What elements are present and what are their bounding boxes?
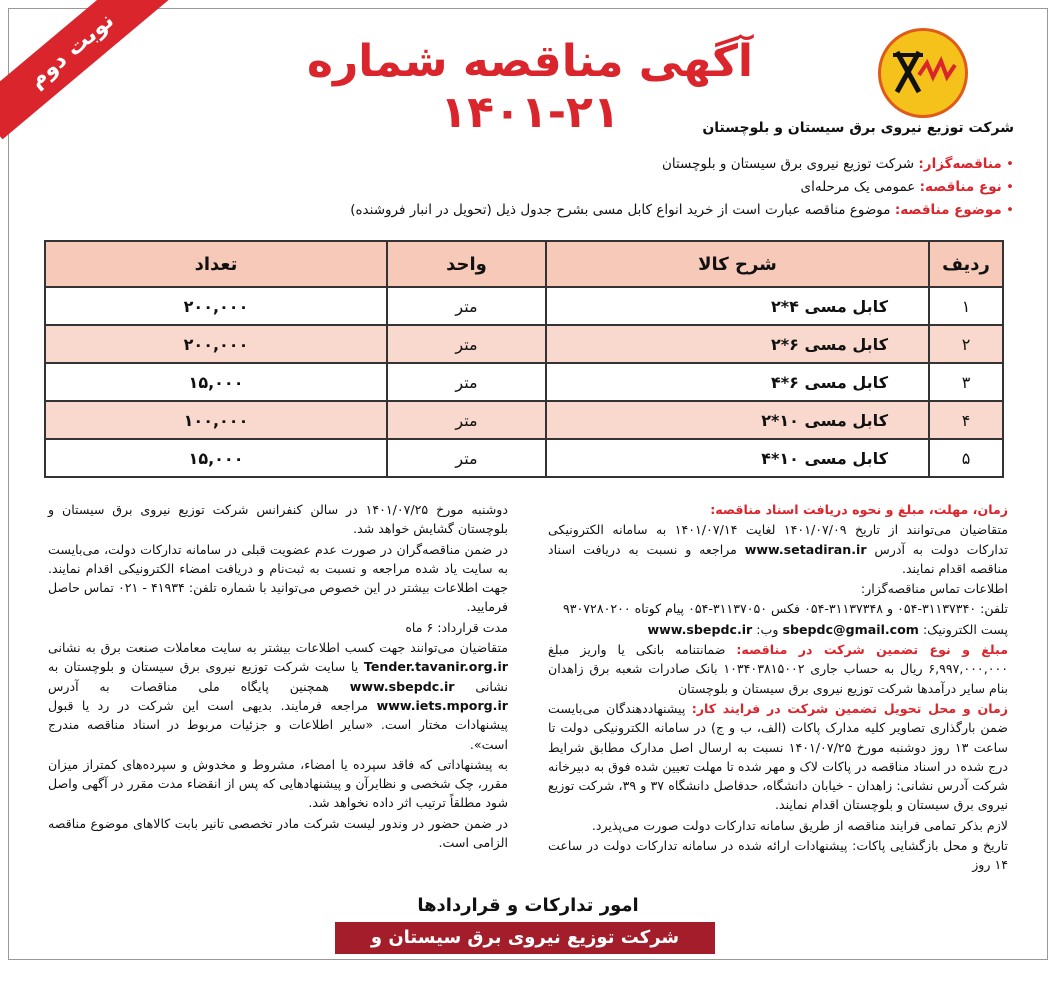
contract-duration: مدت قرارداد: ۶ ماه [405, 619, 508, 635]
table-header-row [45, 241, 1003, 287]
email-label: پست الکترونیک: [922, 621, 1008, 637]
cell-idx: ۴ [929, 401, 1003, 439]
cell-idx: ۳ [929, 363, 1003, 401]
cell-desc: کابل مسی ۱۰*۴ [546, 439, 929, 477]
company-logo-icon [878, 28, 968, 118]
guarantee-text: ضمانتنامه بانکی یا واریز مبلغ ۶,۹۹۷,۰۰۰,۰۰۰ ریال به حساب جاری ۱۰۳۴۰۳۸۱۵۰۰۲ بانک صادرات شعبه برق زاهدان بنام سایر درآمدها شرکت توزیع نیروی برق سیستان و بلوچستان [548, 642, 1008, 696]
section-heading-guarantee: مبلغ و نوع تضمین شرکت در مناقصه: [736, 642, 1008, 658]
bullet-key: نوع مناقصه: [919, 179, 1002, 195]
info-text-3: همچنین پایگاه ملی مناقصات به آدرس [48, 678, 329, 694]
bullet-value: عمومی یک مرحله‌ای [800, 179, 916, 195]
registration-text: در ضمن مناقصه‌گران در صورت عدم عضویت قبلی در سامانه تدارکات دولت، می‌بایست به سایت یاد شده مراجعه و نسبت به ثبت‌نام و دریافت امضاء الکترونیکی اقدام نمایند. جهت اطلاعات بیشتر در این خصوص می‌توانید با شماره تلفن: ۴۱۹۳۴ - ۰۲۱ تماس حاصل فرمایید. [48, 541, 508, 615]
opening-text-cont: دوشنبه مورخ ۱۴۰۱/۰۷/۲۵ در سالن کنفرانس شرکت توزیع نیروی برق سیستان و بلوچستان گشایش خواهد شد. [48, 502, 508, 537]
table-row [45, 401, 1003, 439]
notice-title: آگهی مناقصه شماره ۲۱-۱۴۰۱ [306, 36, 754, 138]
cell-desc: کابل مسی ۶*۲ [546, 325, 929, 363]
header-idx: ردیف [929, 241, 1003, 287]
process-note: لازم بذکر تمامی فرایند مناقصه از طریق سامانه تدارکات دولت صورت می‌پذیرد. [591, 817, 1008, 833]
header-unit: واحد [387, 241, 546, 287]
cell-desc: کابل مسی ۴*۲ [546, 287, 929, 325]
bullet-value: موضوع مناقصه عبارت است از خرید انواع کابل مسی بشرح جدول ذیل (تحویل در انبار فروشنده) [350, 202, 891, 218]
bullet-key: موضوع مناقصه: [894, 202, 1002, 218]
section-heading-documents: زمان، مهلت، مبلغ و نحوه دریافت اسناد مناقصه: [710, 502, 1008, 517]
bullet-subject [54, 202, 1014, 218]
bullet-type [54, 179, 1014, 195]
cell-unit: متر [387, 439, 546, 477]
info-text-4: مراجعه فرمایند. بدیهی است این شرکت در رد یا قبول پیشنهادات مختار است. «سایر اطلاعات و جزئیات مربوط در اسناد مناقصه مندرج است». [48, 697, 508, 752]
cell-qty: ۲۰۰,۰۰۰ [45, 287, 387, 325]
documents-text: متقاضیان می‌توانند از تاریخ ۱۴۰۱/۰۷/۰۹ لغایت ۱۴۰۱/۰۷/۱۴ به سامانه الکترونیکی تدارکات دولت به آدرس [548, 522, 1008, 557]
company-name: شرکت توزیع نیروی برق سیستان و بلوچستان [702, 120, 1014, 136]
footer-department: امور تدارکات و قراردادها [417, 895, 639, 916]
notice-summary [54, 156, 1014, 225]
table-row [45, 325, 1003, 363]
email-link[interactable]: sbepdc@gmail.com [782, 621, 919, 637]
info-text-2: یا سایت شرکت توزیع نیروی برق سیستان و بلوچستان به نشانی [48, 659, 508, 694]
cell-unit: متر [387, 401, 546, 439]
vendor-list-text: در ضمن حضور در وندور لیست شرکت مادر تخصصی تانیر بابت کالاهای موضوع مناقصه الزامی است. [48, 815, 508, 851]
rejection-text: به پیشنهاداتی که فاقد سپرده یا امضاء، مشروط و مخدوش و سپرده‌های کمتراز میزان مقرر، چک شخصی و نظایرآن و پیشنهادهایی که پس از انقضاء مدت مقرر در آگهی واصل شود مطلقاً ترتیب اثر داده نخواهد شد. [48, 756, 508, 811]
cell-idx: ۱ [929, 287, 1003, 325]
cell-desc: کابل مسی ۶*۴ [546, 363, 929, 401]
tender-tavanir-link[interactable]: Tender.tavanir.org.ir [363, 659, 508, 675]
footer-company-bar: شرکت توزیع نیروی برق سیستان و بلوچستان [335, 922, 715, 954]
contact-phones: تلفن: ۳۱۱۳۷۳۴۰-۰۵۴ و ۳۱۱۳۷۳۴۸-۰۵۴ فکس ۳۱۱۳۷۰۵۰-۰۵۴ پیام کوتاه ۹۳۰۷۲۸۰۲۰۰ [563, 601, 1008, 617]
section-heading-delivery: زمان و محل تحویل تضمین شرکت در فرایند کار: [691, 700, 1008, 716]
details-right-column [548, 500, 1008, 876]
cell-unit: متر [387, 363, 546, 401]
table-row [45, 287, 1003, 325]
details-left-column [48, 500, 508, 853]
web-label: وب: [756, 621, 779, 637]
bullet-dot-icon: • [1001, 156, 1014, 172]
ribbon-corner [0, 0, 170, 150]
cell-qty: ۱۰۰,۰۰۰ [45, 401, 387, 439]
bullet-dot-icon: • [1001, 202, 1014, 218]
bullet-value: شرکت توزیع نیروی برق سیستان و بلوچستان [661, 156, 915, 172]
cell-idx: ۲ [929, 325, 1003, 363]
cell-unit: متر [387, 287, 546, 325]
contact-label: اطلاعات تماس مناقصه‌گزار: [860, 581, 1008, 597]
table-row [45, 363, 1003, 401]
delivery-text: پیشنهاددهندگان می‌بایست ضمن بارگذاری تصاویر کلیه مدارک پاکات (الف، ب و ج) در سامانه الکترونیکی دولت تا ساعت ۱۳ روز دوشنبه مورخ ۱۴۰۱/۰۷/۲۵ نسبت به ارسال اصل مدارک مطابق شرایط درج شده در اسناد مناقصه در پاکات لاک و مهر شده تا مهلت تعیین شده فوق به دبیرخانه شرکت آدرس نشانی: زاهدان - خیابان دانشگاه، حدفاصل دانشگاه ۳۷ و ۳۹، شرکت توزیع نیروی برق سیستان و بلوچستان اقدام نمایند. [548, 700, 1009, 813]
cell-unit: متر [387, 325, 546, 363]
table-row [45, 439, 1003, 477]
header-desc: شرح کالا [546, 241, 929, 287]
documents-text-end: مراجعه و نسبت به دریافت اسناد مناقصه اقدام نمایند. [548, 541, 1008, 576]
iets-link[interactable]: www.iets.mporg.ir [376, 697, 508, 713]
bullet-key: مناقصه‌گزار: [918, 156, 1002, 172]
bullet-tenderer [54, 156, 1014, 172]
bullet-dot-icon: • [1001, 179, 1014, 195]
header-qty: تعداد [45, 241, 387, 287]
second-publication-ribbon: نوبت دوم [0, 0, 170, 139]
info-text: متقاضیان می‌توانند جهت کسب اطلاعات بیشتر به سایت معاملات صنعت برق به نشانی [48, 640, 508, 656]
opening-text: تاریخ و محل بازگشایی پاکات: پیشنهادات ارائه شده در سامانه تدارکات دولت در ساعت ۱۴ روز [548, 838, 1008, 873]
cell-qty: ۱۵,۰۰۰ [45, 439, 387, 477]
setadiran-link[interactable]: www.setadiran.ir [744, 541, 867, 557]
website-link[interactable]: www.sbepdc.ir [647, 621, 753, 637]
cell-qty: ۱۵,۰۰۰ [45, 363, 387, 401]
sbepdc-link[interactable]: www.sbepdc.ir [349, 678, 455, 694]
cell-qty: ۲۰۰,۰۰۰ [45, 325, 387, 363]
items-table [44, 240, 1004, 478]
cell-desc: کابل مسی ۱۰*۲ [546, 401, 929, 439]
cell-idx: ۵ [929, 439, 1003, 477]
